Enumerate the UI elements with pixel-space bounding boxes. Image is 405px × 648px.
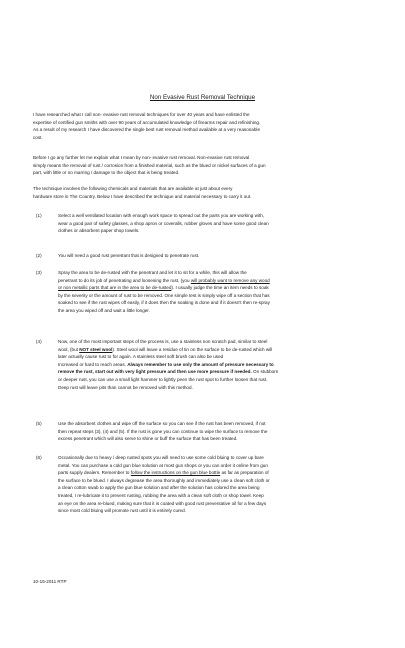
step-text-part: Occasionally due to heavy / deep rusted spots you will need to use some cold bluing to cover up bare metal. You can purchase a cold gun blue solution at most gun shops or you can order it online from gun parts supply dealers. Remember to: [58, 455, 268, 476]
intro-paragraph: I have researched what I call non- evasive rust removal techniques for over 40 years and have enlisted the expertise of certified gun smiths with over 90 years of accumulated knowledge of firearms repair and refinishing. As a result of my research I have discovered the single best rust removal method available at a very reasonable cost.: [33, 112, 261, 140]
document-title: Non Evasive Rust Removal Technique: [149, 94, 256, 101]
step-text-part: ). Steel wool will leave a residue of tin on the surface to be de-rusted which will later actually cause rust to for again. A stainless steel soft brush can also be used Increased or hard to reach areas.: [58, 346, 273, 367]
step-number: (1): [36, 213, 42, 218]
underlined-note: follow the instructions on the gun blue bottle: [130, 470, 221, 476]
step-number: (5): [36, 421, 42, 426]
step-text: You will need a good rust penetrant that is designed to penetrate rust.: [58, 253, 200, 258]
step-number: (3): [36, 270, 42, 275]
step-text-part: Spray the area to be de-rusted with the penetrant and let it to sit for a while, this will allow the penetrant to do its job of penetrating and loosening the rust, (you: [58, 270, 247, 283]
step-text: [58, 454, 378, 515]
definition-paragraph: Before I go any further let me explain what I mean by non- evasive rust removal. Non-evasive rust removal simply means the removal of rust / corrosion from a finished material, such as the blued or nickel surfaces of a gun part, with little or no marring / damage to the object that is being treated.: [33, 155, 266, 176]
step-text-part: Now, one of the most important steps of the process is, use a stainless non scratch pad, similar to steel wool, (but: [58, 339, 268, 352]
step-text: Select a well ventilated location with enough work space to spread out the parts you are working with, wear a good pair of safety glasses, a shop apron or coveralls, rubber gloves and have some good clean clothes or absorbent paper shop towels.: [58, 213, 269, 234]
step-number: (6): [36, 455, 42, 460]
document-footer: 10-15-2011 RTP: [33, 579, 67, 584]
step-text-part: On stubborn or deeper rust, you can use a small light hammer to lightly peen the rust spot to further loosen that rust. Deep rust will leave pits than cannot be removed with this method.: [58, 369, 279, 390]
step-text-part: ). I usually judge the time an item needs to soak by the severity or the amount of rust to be removed. One simple test is simply wipe off a section that has soaked to see if the rust wipes off easily, if it does then the soaking is done and if it doesn't then re-spray the area you wiped off and wait a little longer.: [58, 285, 270, 313]
step-number: (2): [36, 253, 42, 258]
underlined-warning: NOT steel wool: [79, 346, 113, 352]
step-text: [58, 338, 378, 391]
step-text-part: as far as preparation of the surface to be blued. I always degrease the area thoroughly and immediately use a clean soft cloth or a clean cotton swab to apply the gun blue solution and after the solution has colored the area being treated, I re-lubricate it to prevent rusting, rubbing the area with a clean soft cloth or shop towel. Keep an eye on the area re-blued, making sure that it is coated with good rust preventative oil for a few days since most cold bluing will promote rust until it is entirely cured.: [58, 470, 270, 514]
step-number: (4): [36, 339, 42, 344]
step-text: [58, 269, 378, 315]
bold-warning: Always remember to use only the amount of pressure necessary to remove the rust, start out with very light pressure and then use more pressure if needed.: [58, 361, 274, 375]
underlined-note: will probably want to remove any wood or non metallic parts that are in the area to be de-rusted: [58, 277, 270, 291]
technique-paragraph: The technique involves the following chemicals and materials that are available at just about every hardware store in The Country. Below I have described the technique and material necessary to carry it out.: [33, 186, 252, 199]
step-text: Use the absorbent clothes and wipe off the surface so you can see if the rust has been removed, if not then repeat steps (3), (4) and (5). If the rust is gone you can continue to wipe the surface to remove the excess penetrant which will also serve to shine or buff the surface that has been treated.: [58, 421, 268, 442]
